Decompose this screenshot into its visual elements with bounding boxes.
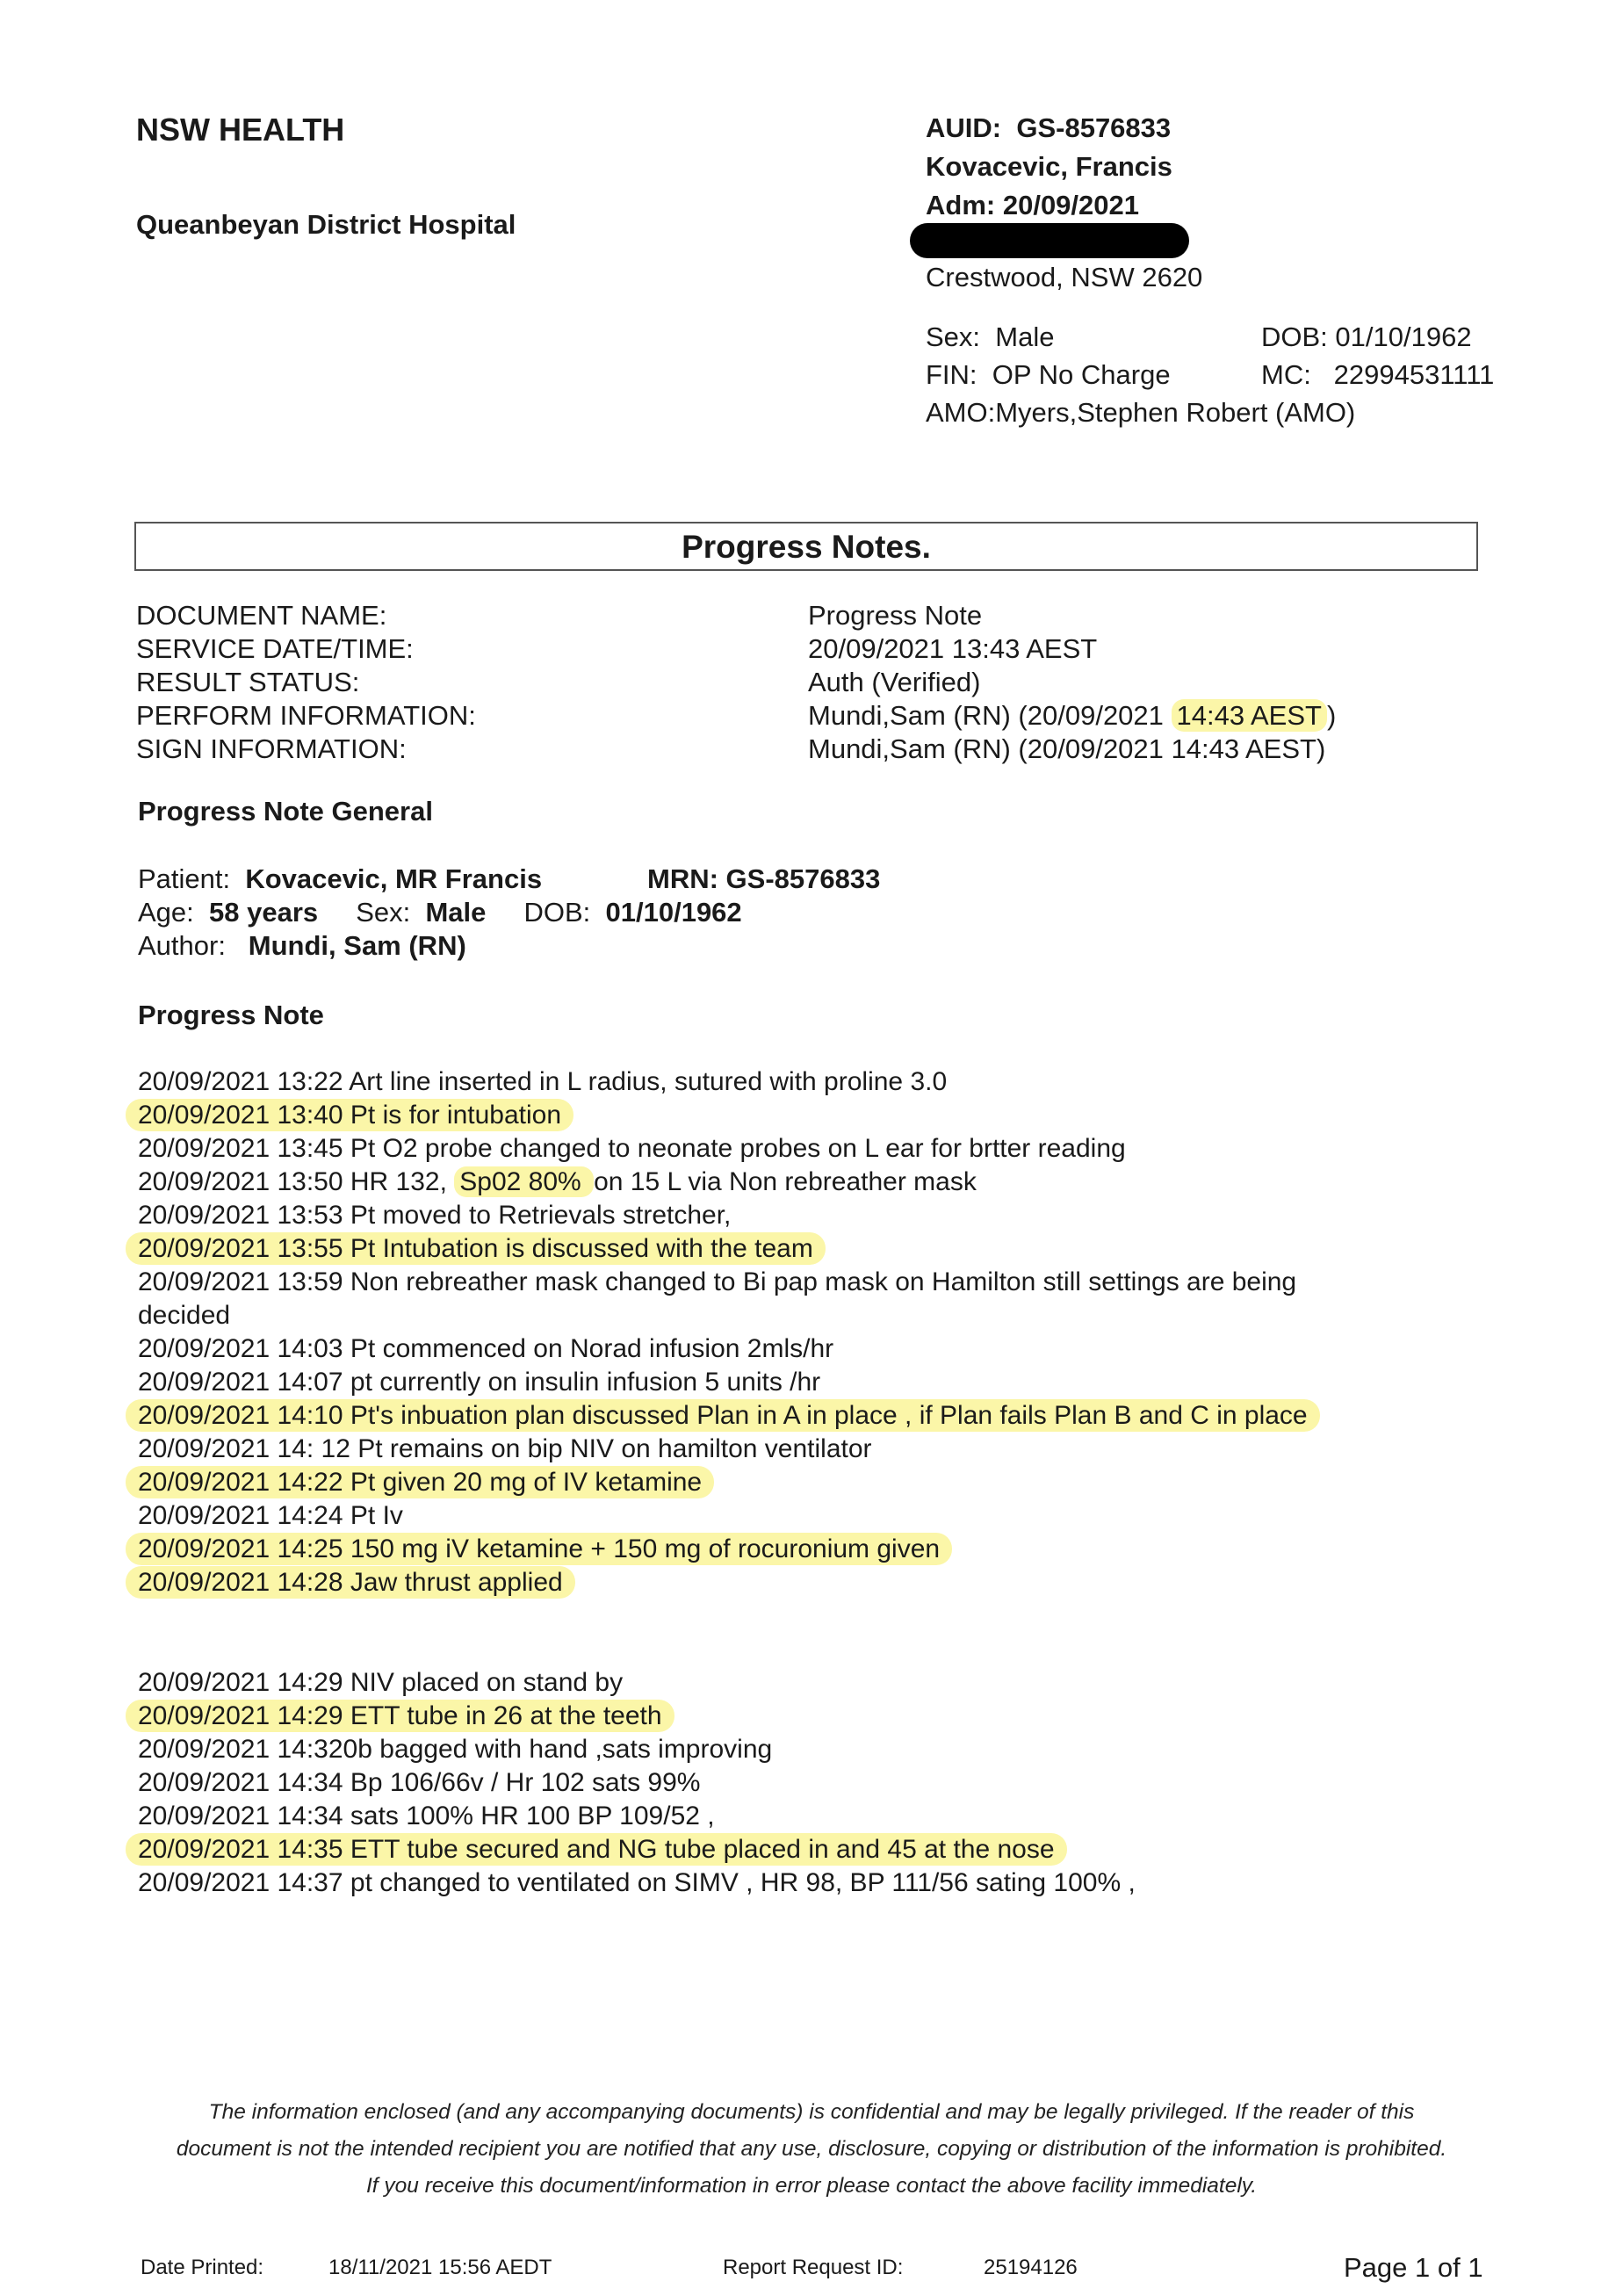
note-part: 20/09/2021 13:50 HR 132, [138,1167,455,1196]
report-id-value: 25194126 [984,2256,1078,2279]
perform-info-start: Mundi,Sam (RN) (20/09/2021 [808,700,1172,731]
report-id-label: Report Request ID: [723,2256,904,2279]
note-line: 20/09/2021 14: 12 Pt remains on bip NIV on hamilton ventilator [138,1434,872,1463]
hospital-name: Queanbeyan District Hospital [136,209,516,240]
mc-line [1261,359,1494,391]
meta-label-result-status: RESULT STATUS: [136,667,360,697]
confidentiality-disclaimer: The information enclosed (and any accompanying documents) is confidential and may be legally privileged. If the reader of this document is not the intended recipient you are notified that any use, disclosure, copying or distribution of the information is prohibited. If you receive this document/information in error please contact the above facility immediately. [176,2100,1447,2198]
patient-value: Kovacevic, MR Francis [245,863,543,894]
notes-heading: Progress Note [138,1000,324,1030]
redaction-bar [910,223,1189,258]
patient-label: Patient: [138,863,231,894]
note-line [138,1234,826,1264]
adm-date: 20/09/2021 [1002,190,1139,220]
sex-value: Male [995,321,1055,352]
mrn-value: GS-8576833 [725,863,881,894]
dob-label: DOB: [1261,321,1328,352]
meta-label-perform-info: PERFORM INFORMATION: [136,700,476,731]
org-name: NSW HEALTH [136,112,345,148]
age-label: Age: [138,897,194,928]
author-line [138,930,466,962]
address: Crestwood, NSW 2620 [926,262,1203,292]
note-highlight: 20/09/2021 14:29 ETT tube in 26 at the teeth [126,1700,674,1732]
adm-label: Adm: [926,190,996,220]
fin-value: OP No Charge [992,359,1171,390]
auid-line [926,112,1171,144]
admission-line [926,190,1139,221]
note-line: 20/09/2021 14:34 Bp 106/66v / Hr 102 sats 99% [138,1768,701,1797]
general-dob-label: DOB: [523,897,591,928]
page-number: Page 1 of 1 [1344,2252,1483,2283]
fin-label: FIN: [926,359,977,390]
amo-label: AMO: [926,397,996,428]
note-line: 20/09/2021 14:24 Pt Iv [138,1501,403,1530]
note-line: 20/09/2021 14:07 pt currently on insulin infusion 5 units /hr [138,1368,821,1397]
note-highlight: 20/09/2021 14:25 150 mg iV ketamine + 150 mg of rocuronium given [126,1533,952,1565]
perform-info-end: ) [1326,700,1337,731]
note-part: on 15 L via Non rebreather mask [594,1167,977,1196]
note-line: 20/09/2021 13:59 Non rebreather mask changed to Bi pap mask on Hamilton still settings are being [138,1267,1297,1296]
note-line: decided [138,1301,231,1330]
note-line [138,1701,674,1731]
note-line: 20/09/2021 13:45 Pt O2 probe changed to neonate probes on L ear for brtter reading [138,1134,1126,1163]
meta-value-result-status: Auth (Verified) [808,667,981,697]
note-line: 20/09/2021 13:53 Pt moved to Retrievals stretcher, [138,1201,732,1230]
age-value: 58 years [209,897,319,928]
note-line: 20/09/2021 14:29 NIV placed on stand by [138,1668,624,1697]
date-printed-value: 18/11/2021 15:56 AEDT [328,2256,552,2279]
meta-label-sign-info: SIGN INFORMATION: [136,733,407,764]
general-heading: Progress Note General [138,796,433,827]
meta-value-document-name: Progress Note [808,600,983,631]
meta-label-service-date: SERVICE DATE/TIME: [136,633,414,664]
note-highlight: 20/09/2021 13:55 Pt Intubation is discussed with the team [126,1232,826,1265]
meta-value-sign-info: Mundi,Sam (RN) (20/09/2021 14:43 AEST) [808,733,1326,764]
mc-value: 22994531111 [1333,359,1495,390]
note-line [138,1468,714,1498]
note-highlight: 20/09/2021 14:10 Pt's inbuation plan discussed Plan in A in place , if Plan fails Plan B and C in place [126,1399,1320,1432]
document-title: Progress Notes. [682,529,931,565]
date-printed-label: Date Printed: [141,2256,264,2279]
general-sex-value: Male [425,897,487,928]
fin-line [926,359,1171,391]
note-line [138,1167,977,1197]
note-highlight: 20/09/2021 14:28 Jaw thrust applied [126,1566,575,1599]
perform-info-highlight: 14:43 AEST [1172,699,1327,732]
note-highlight: Sp02 80% [454,1166,594,1197]
patient-line [138,863,542,895]
meta-label-document-name: DOCUMENT NAME: [136,600,387,631]
note-line [138,1568,575,1598]
general-sex-label: Sex: [356,897,411,928]
sex-label: Sex: [926,321,981,352]
dob-line [1261,321,1472,353]
note-line [138,1534,952,1564]
note-line [138,1101,573,1130]
author-value: Mundi, Sam (RN) [248,930,466,961]
author-label: Author: [138,930,226,961]
note-line: 20/09/2021 14:37 pt changed to ventilated on SIMV , HR 98, BP 111/56 sating 100% , [138,1868,1136,1897]
age-sex-dob-line [138,897,742,928]
mc-label: MC: [1261,359,1311,390]
dob-value: 01/10/1962 [1335,321,1472,352]
sex-line [926,321,1054,353]
meta-value-perform-info [808,700,1336,732]
general-dob-value: 01/10/1962 [605,897,742,928]
mrn-line [647,863,880,895]
amo-line [926,397,1355,429]
patient-name-header: Kovacevic, Francis [926,151,1172,182]
note-line: 20/09/2021 14:34 sats 100% HR 100 BP 109/52 , [138,1801,715,1830]
auid-value: GS-8576833 [1016,112,1172,143]
note-highlight: 20/09/2021 14:22 Pt given 20 mg of IV ketamine [126,1466,714,1498]
note-line [138,1835,1067,1865]
amo-value: Myers,Stephen Robert (AMO) [995,397,1356,428]
note-line: 20/09/2021 14:320b bagged with hand ,sats improving [138,1735,773,1764]
note-highlight: 20/09/2021 14:35 ETT tube secured and NG tube placed in and 45 at the nose [126,1833,1067,1866]
note-highlight: 20/09/2021 13:40 Pt is for intubation [126,1099,573,1131]
mrn-label: MRN: [647,863,718,894]
note-line [138,1401,1320,1431]
auid-label: AUID: [926,112,1002,143]
note-line: 20/09/2021 14:03 Pt commenced on Norad infusion 2mls/hr [138,1334,834,1363]
title-box [134,522,1478,571]
meta-value-service-date: 20/09/2021 13:43 AEST [808,633,1098,664]
note-line: 20/09/2021 13:22 Art line inserted in L radius, sutured with proline 3.0 [138,1067,948,1096]
